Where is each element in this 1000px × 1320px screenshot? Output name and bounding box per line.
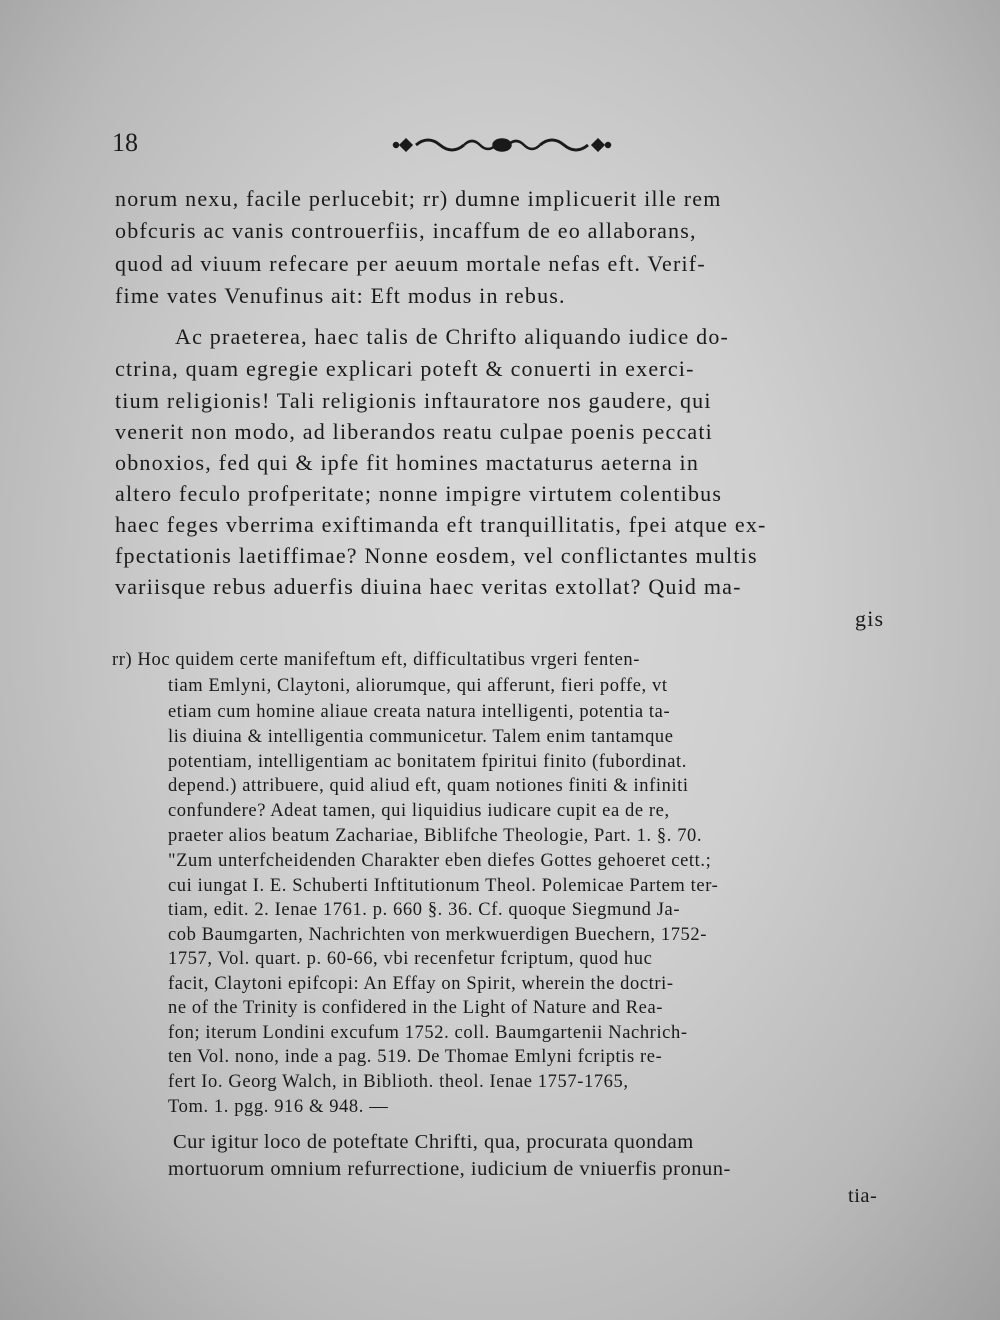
footnote-line: tiam, edit. 2. Ienae 1761. p. 660 §. 36. Cf. quoque Siegmund Ja-: [168, 900, 681, 920]
footnote-line: fert Io. Georg Walch, in Biblioth. theol. Ienae 1757-1765,: [168, 1072, 629, 1092]
footnote-line: cob Baumgarten, Nachrichten von merkwuerdigen Buechern, 1752-: [168, 925, 708, 945]
footnote-line: praeter alios beatum Zachariae, Biblifche Theologie, Part. 1. §. 70.: [168, 826, 703, 846]
ornament-icon: [392, 130, 612, 160]
footnote-line: "Zum unterfcheidenden Charakter eben diefes Gottes gehoeret cett.;: [168, 851, 712, 871]
footnote-line: tiam Emlyni, Claytoni, aliorumque, qui afferunt, fieri poffe, vt: [168, 676, 668, 696]
text-line: ctrina, quam egregie explicari poteft & conuerti in exerci-: [115, 356, 695, 381]
text-line: Cur igitur loco de poteftate Chrifti, qua, procurata quondam: [173, 1131, 694, 1153]
catchword: gis: [855, 606, 885, 631]
text-line: fpectationis laetiffimae? Nonne eosdem, vel conflictantes multis: [115, 543, 758, 568]
page-header: [112, 128, 892, 168]
footnote-line: confundere? Adeat tamen, qui liquidius iudicare cupit ea de re,: [168, 801, 670, 821]
footnote-line: 1757, Vol. quart. p. 60-66, vbi recenfetur fcriptum, quod huc: [168, 949, 653, 969]
footnote-line: facit, Claytoni epifcopi: An Effay on Spirit, wherein the doctri-: [168, 974, 674, 994]
footnote-line: lis diuina & intelligentia communicetur. Talem enim tantamque: [168, 727, 674, 747]
footnote-line: ten Vol. nono, inde a pag. 519. De Thomae Emlyni fcriptis re-: [168, 1047, 663, 1067]
text-line: norum nexu, facile perlucebit; rr) dumne implicuerit ille rem: [115, 186, 722, 211]
footnote-line: rr) Hoc quidem certe manifeftum eft, difficultatibus vrgeri fenten-: [112, 650, 641, 670]
text-line: variisque rebus aduerfis diuina haec veritas extollat? Quid ma-: [115, 574, 742, 599]
footnote-line: ne of the Trinity is confidered in the Light of Nature and Rea-: [168, 998, 664, 1018]
catchword: tia-: [848, 1185, 878, 1207]
footnote-line: fon; iterum Londini excufum 1752. coll. Baumgartenii Nachrich-: [168, 1023, 688, 1043]
text-line: haec feges vberrima exiftimanda eft tranquillitatis, fpei atque ex-: [115, 512, 767, 537]
footnote-line: potentiam, intelligentiam ac bonitatem fpiritui finito (fubordinat.: [168, 752, 688, 772]
text-line: mortuorum omnium refurrectione, iudicium de vniuerfis pronun-: [168, 1158, 731, 1180]
text-line: fime vates Venufinus ait: Eft modus in rebus.: [115, 283, 566, 308]
text-line: Ac praeterea, haec talis de Chrifto aliquando iudice do-: [175, 324, 730, 349]
text-line: venerit non modo, ad liberandos reatu culpae poenis peccati: [115, 419, 713, 444]
footnote-line: cui iungat I. E. Schuberti Inftitutionum Theol. Polemicae Partem ter-: [168, 876, 719, 896]
text-line: tium religionis! Tali religionis inftauratore nos gaudere, qui: [115, 388, 712, 413]
page-number: 18: [112, 128, 138, 157]
text-line: quod ad viuum refecare per aeuum mortale nefas eft. Verif-: [115, 251, 706, 276]
footnote-line: depend.) attribuere, quid aliud eft, quam notiones finiti & infiniti: [168, 776, 689, 796]
text-line: obnoxios, fed qui & ipfe fit homines mactaturus aeterna in: [115, 450, 700, 475]
footnote-line: etiam cum homine aliaue creata natura intelligenti, potentia ta-: [168, 702, 671, 722]
text-line: obfcuris ac vanis controuerfiis, incaffum de eo allaborans,: [115, 218, 697, 243]
footnote-line: Tom. 1. pgg. 916 & 948. —: [168, 1097, 389, 1117]
text-line: altero feculo profperitate; nonne impigre virtutem colentibus: [115, 481, 723, 506]
